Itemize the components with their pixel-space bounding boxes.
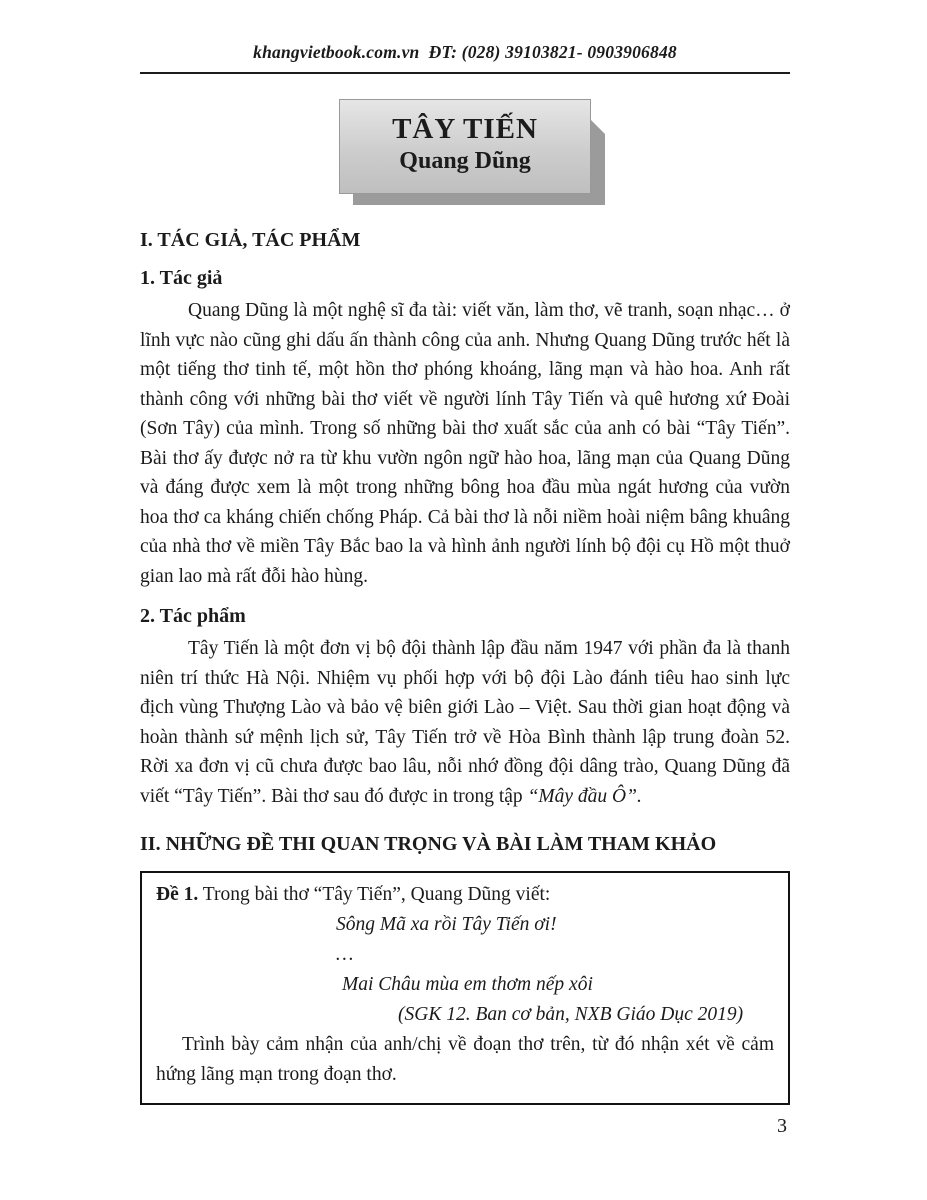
exam-question-box [140,871,790,1105]
section-heading-1: I. TÁC GIẢ, TÁC PHẨM [140,229,361,251]
poem-quote-line-1: Sông Mã xa rồi Tây Tiến ơi! [336,914,557,935]
poem-source-citation: (SGK 12. Ban cơ bản, NXB Giáo Dục 2019) [398,1004,744,1025]
page-number: 3 [777,1115,787,1137]
subsection-heading-work: 2. Tác phẩm [140,605,246,627]
subsection-heading-author: 1. Tác giả [140,267,223,289]
paragraph-author-bio: Quang Dũng là một nghệ sĩ đa tài: viết văn, làm thơ, vẽ tranh, soạn nhạc… ở lĩnh vực nào cũng ghi dấu ấn thành công của anh. Nhưng Quang Dũng trước hết là một tiếng thơ tinh tế, một hồn thơ phóng khoáng, lãng mạn và hào hoa. Anh rất thành công với những bài thơ viết về người lính Tây Tiến và quê hương xứ Đoài (Sơn Tây) của mình. Trong số những bài thơ xuất sắc của anh có bài “Tây Tiến”. Bài thơ ấy được nở ra từ khu vườn ngôn ngữ hào hoa, lãng mạn của Quang Dũng và đáng được xem là một trong những bông hoa đầu mùa ngát hương của vườn hoa thơ ca kháng chiến chống Pháp. Cả bài thơ là nỗi niềm hoài niệm bâng khuâng của nhà thơ về miền Tây Bắc bao la và hình ảnh người lính bộ đội cụ Hồ một thuở gian lao mà rất đỗi hào hùng. [140,300,790,587]
poem-title: TÂY TIẾN [392,113,538,145]
exam-task-text: Trình bày cảm nhận của anh/chị về đoạn thơ trên, từ đó nhận xét về cảm hứng lãng mạn trong đoạn thơ. [156,1034,774,1085]
title-box [339,99,591,194]
poem-quote-line-2: Mai Châu mùa em thơm nếp xôi [342,974,593,995]
exam-intro-line [156,880,774,910]
exam-intro-text: Trong bài thơ “Tây Tiến”, Quang Dũng viết: [198,884,551,905]
title-box-container [140,99,790,207]
exam-label: Đề 1. [156,884,199,905]
book-title-italic: “Mây đầu Ô”. [527,785,642,807]
paragraph-work-history [140,634,790,811]
title-box-outer [339,99,591,207]
poem-author: Quang Dũng [399,148,531,174]
poem-quote-ellipsis: … [336,944,354,965]
section-heading-2: II. NHỮNG ĐỀ THI QUAN TRỌNG VÀ BÀI LÀM THAM KHẢO [140,833,717,855]
page-header-publisher-info: khangvietbook.com.vn ĐT: (028) 39103821- 0903906848 [140,42,790,74]
paragraph-work-history-text: Tây Tiến là một đơn vị bộ đội thành lập đầu năm 1947 với phần đa là thanh niên trí thức Hà Nội. Nhiệm vụ phối hợp với bộ đội Lào đánh tiêu hao sinh lực địch vùng Thượng Lào và bảo vệ biên giới Lào – Việt. Sau thời gian hoạt động và hoàn thành sứ mệnh lịch sử, Tây Tiến trở về Hòa Bình thành lập trung đoàn 52. Rời xa đơn vị cũ chưa được bao lâu, nỗi nhớ đồng đội dâng trào, Quang Dũng đã viết “Tây Tiến”. Bài thơ sau đó được in trong tập [140,638,790,807]
